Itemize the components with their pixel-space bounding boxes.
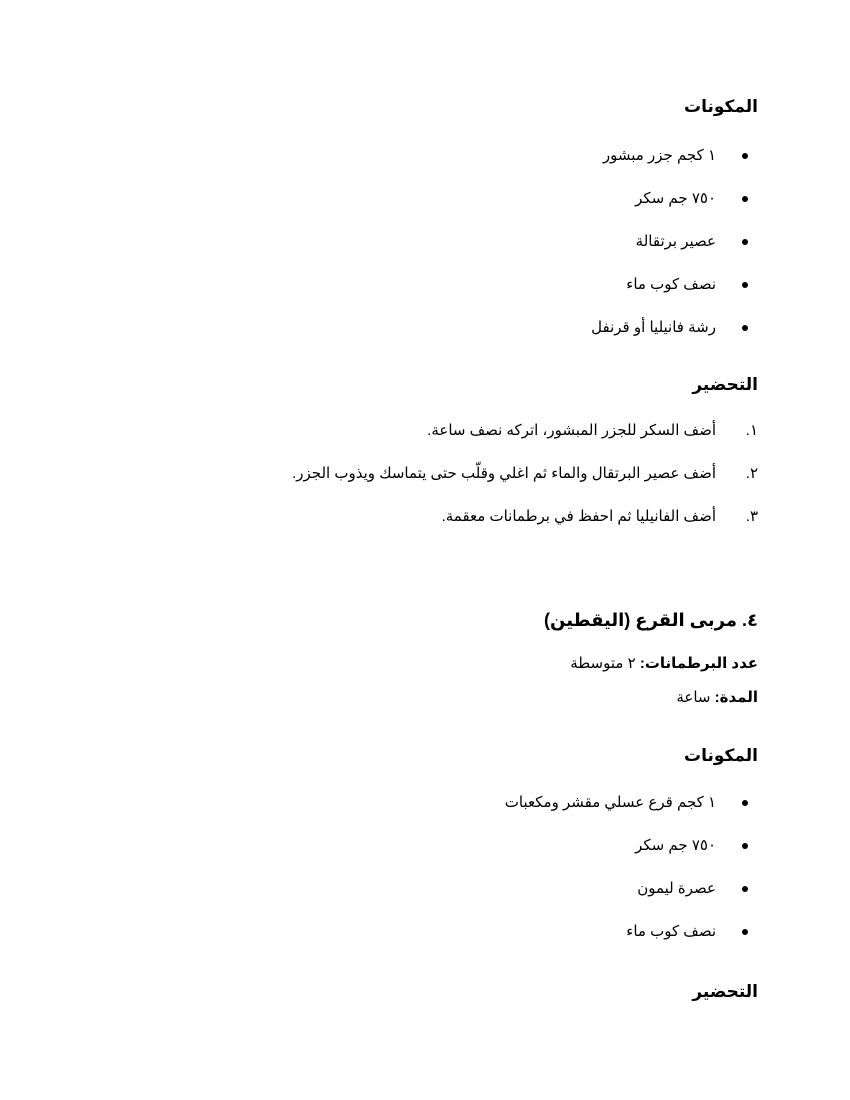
- step-item: [292, 507, 758, 527]
- step-number: ٢.: [745, 465, 758, 482]
- bullet-icon: [742, 325, 748, 331]
- bullet-icon: [742, 843, 748, 849]
- bullet-icon: [742, 196, 748, 202]
- list-item: ١ كجم جزر مبشور: [591, 146, 758, 166]
- step-number: ٣.: [745, 508, 758, 525]
- duration-label: المدة:: [714, 689, 758, 706]
- list-item: رشة فانيليا أو قرنفل: [591, 318, 758, 338]
- duration-value: ساعة: [676, 689, 711, 706]
- step-item: [292, 421, 758, 441]
- duration-line: [676, 688, 758, 708]
- bullet-icon: [742, 282, 748, 288]
- ingredients-list-2: [505, 793, 758, 965]
- preparation-steps: [292, 421, 758, 550]
- ingredients-list: [591, 146, 758, 361]
- step-text: أضف عصير البرتقال والماء ثم اغلي وقلّب حتى يتماسك ويذوب الجزر.: [292, 465, 716, 482]
- jars-label: عدد البرطمانات:: [639, 655, 758, 672]
- jars-value: ٢ متوسطة: [570, 655, 636, 672]
- step-text: أضف الفانيليا ثم احفظ في برطمانات معقمة.: [441, 508, 716, 525]
- preparation-heading-2: التحضير: [692, 982, 758, 1001]
- list-item: عصرة ليمون: [505, 879, 758, 899]
- jars-line: [570, 654, 758, 674]
- list-item: ١ كجم قرع عسلي مقشر ومكعبات: [505, 793, 758, 813]
- recipe-title: ٤. مربى القرع (اليقطين): [544, 610, 758, 630]
- ingredients-heading-2: المكونات: [683, 746, 758, 765]
- list-item: عصير برتقالة: [591, 232, 758, 252]
- step-item: [292, 464, 758, 484]
- bullet-icon: [742, 239, 748, 245]
- preparation-heading: التحضير: [692, 375, 758, 394]
- bullet-icon: [742, 886, 748, 892]
- list-item: نصف كوب ماء: [591, 275, 758, 295]
- step-text: أضف السكر للجزر المبشور، اتركه نصف ساعة.: [427, 422, 716, 439]
- list-item: نصف كوب ماء: [505, 922, 758, 942]
- list-item: ٧٥٠ جم سكر: [505, 836, 758, 856]
- step-number: ١.: [745, 422, 758, 439]
- bullet-icon: [742, 800, 748, 806]
- ingredients-heading: المكونات: [683, 97, 758, 116]
- list-item: ٧٥٠ جم سكر: [591, 189, 758, 209]
- bullet-icon: [742, 153, 748, 159]
- bullet-icon: [742, 929, 748, 935]
